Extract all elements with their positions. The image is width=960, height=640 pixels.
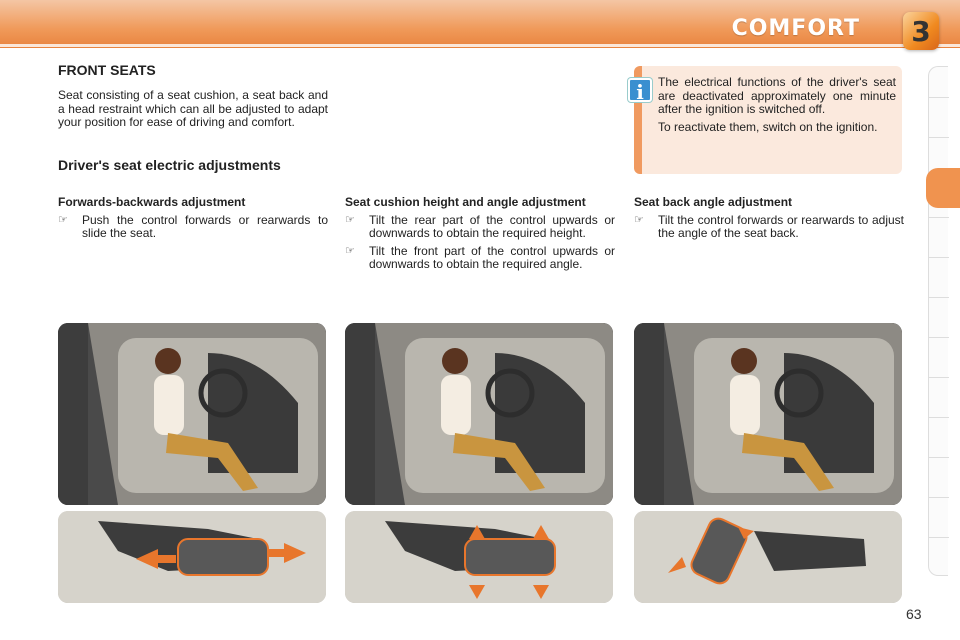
height-angle-control-detail	[345, 511, 613, 603]
info-icon: i	[628, 78, 652, 102]
info-box	[634, 66, 902, 174]
page-number: 63	[906, 606, 922, 622]
column-forwards-backwards	[58, 196, 328, 245]
list-item: ☞ Tilt the control forwards or rearwards to adjust the angle of the seat back.	[634, 212, 904, 240]
seat-back-control-detail	[634, 511, 902, 603]
driver-seat-illustration-1	[58, 323, 326, 505]
section-title: FRONT SEATS	[58, 62, 156, 78]
list-item: ☞ Tilt the front part of the control upwards or downwards to obtain the required angle.	[345, 243, 615, 271]
chapter-number-badge	[903, 12, 939, 50]
pointing-hand-icon: ☞	[58, 213, 68, 226]
chapter-title: COMFORT	[731, 16, 860, 41]
column-title: Seat back angle adjustment	[634, 195, 793, 209]
driver-seat-illustration-3	[634, 323, 902, 505]
list-item: ☞ Tilt the rear part of the control upwards or downwards to obtain the required height.	[345, 212, 615, 240]
subsection-title: Driver's seat electric adjustments	[58, 157, 281, 173]
intro-text: Seat consisting of a seat cushion, a seat back and a head restraint which can all be adjusted to adapt your position for ease of driving and comfort.	[58, 88, 328, 129]
chapter-tabs[interactable]	[928, 66, 948, 576]
chapter-number: 3	[911, 14, 931, 48]
column-seat-back-angle	[634, 196, 904, 245]
column-title: Forwards-backwards adjustment	[58, 195, 246, 209]
column-cushion-height-angle	[345, 196, 615, 276]
pointing-hand-icon: ☞	[345, 244, 355, 257]
pointing-hand-icon: ☞	[634, 213, 644, 226]
pointing-hand-icon: ☞	[345, 213, 355, 226]
info-text-2: To reactivate them, switch on the ignition.	[658, 119, 878, 134]
list-item: ☞ Push the control forwards or rearwards to slide the seat.	[58, 212, 328, 240]
driver-seat-illustration-2	[345, 323, 613, 505]
header-divider	[0, 44, 960, 47]
info-text-1: The electrical functions of the driver's seat are deactivated approximately one minute after the ignition is switched off.	[658, 75, 896, 116]
column-title: Seat cushion height and angle adjustment	[345, 195, 586, 209]
slide-control-detail	[58, 511, 326, 603]
chapter-tab-active[interactable]	[926, 168, 960, 208]
